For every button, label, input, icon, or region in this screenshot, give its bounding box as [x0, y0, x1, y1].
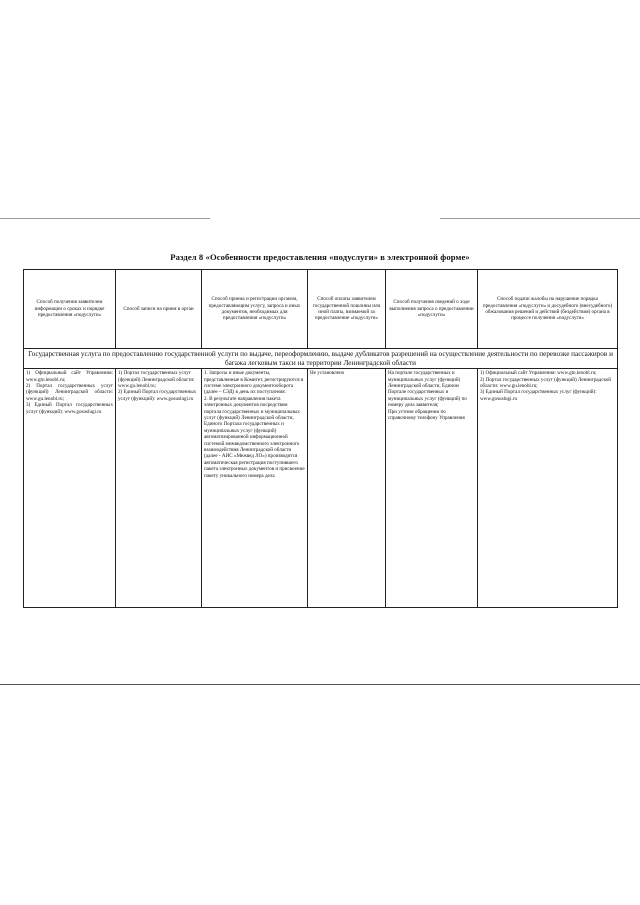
- list-item: 1) Официальный сайт Управления: www.gtn.lenobl.ru;: [26, 370, 113, 383]
- list-item: 2. В результате направления пакета электронных документов посредством портала государственных и муниципальных услуг (функций) Ленинградской области, Единого Портала государственных и муниципальных услуг (функций) автоматизированной информационной системой межведомственного электронного взаимодействия Ленинградской области (далее - АИС «Межвед ЛО») производится автоматическая регистрация поступившего пакета электронных документов и присвоение пакету уникального номера дела: [204, 395, 305, 479]
- header-row: [24, 270, 618, 349]
- list-item: Не установлено: [310, 370, 345, 377]
- list-item: 2) Портал государственных услуг (функций) Ленинградской области: www.gu.lenobl.ru;: [26, 383, 113, 402]
- services-table: [23, 269, 618, 608]
- section-title: Раздел 8 «Особенности предоставления «подуслуги» в электронной форме»: [170, 252, 470, 262]
- list-item: 1) Портал государственных услуг (функций) Ленинградской области: www.gu.lenobl.ru;: [118, 370, 195, 389]
- scan-edge-top: [0, 218, 210, 219]
- header-info-method: Способ получения заявителем информации о сроках и порядке предоставления «подуслуги»: [24, 270, 116, 349]
- list-item: 2) Единый Портал государственных услуг (функций): www.gosuslugi.ru: [118, 389, 197, 402]
- service-title-row: [24, 349, 618, 369]
- document-page: [23, 252, 617, 608]
- scan-edge-bottom: [0, 684, 640, 685]
- list-item: 1. Запросы и иные документы, представленные в Комитет, регистрируются в системе электронного документооборота (далее – СЭД) в день их поступления.: [204, 370, 304, 396]
- header-payment-method: Способ оплаты заявителем государственной пошлины или иной платы, взимаемой за предоставление «подуслуги»: [308, 270, 386, 349]
- scan-edge-top-right: [440, 218, 640, 219]
- header-appointment-method: Способ записи на прием в орган: [116, 270, 202, 349]
- cell-registration-method: [202, 369, 308, 608]
- cell-status-method: [386, 369, 478, 608]
- list-item: 3) Единый Портал государственных услуг (функций): www.gosuslugi.ru: [26, 402, 113, 415]
- list-item: 1) Официальный сайт Управления: www.gtn.lenobl.ru;: [480, 370, 597, 377]
- list-item: 3) Единый Портал государственных услуг (функций): www.gosuslugi.ru: [480, 389, 597, 402]
- header-complaint-method: Способ подачи жалобы на нарушение порядка предоставления «подуслуги» и досудебного (внесудебного) обжалования решений и действий (бездействия) органа в процессе получения «подуслуги»: [478, 270, 618, 349]
- cell-complaint-method: [478, 369, 618, 608]
- service-row: [24, 369, 618, 608]
- cell-payment-method: [308, 369, 386, 608]
- cell-appointment-method: [116, 369, 202, 608]
- header-status-method: Способ получения сведений о ходе выполнения запроса о предоставлении «подуслуги»: [386, 270, 478, 349]
- header-registration-method: Способ приема и регистрации органом, предоставляющим услугу, запроса и иных документов, необходимых для предоставления «подуслуги»: [202, 270, 308, 349]
- list-item: 2) Портал государственных услуг (функций) Ленинградской области: www.gu.lenobl.ru;: [480, 376, 612, 389]
- list-item: При устном обращении по справочному телефону Управления: [388, 408, 465, 422]
- service-title: Государственная услуга по предоставлению государственной услуги по выдаче, переоформлению, выдаче дубликатов разрешений на осуществление деятельности по перевозке пассажиров и багажа легковым такси на территории Ленинградской области: [24, 349, 618, 369]
- cell-info-method: [24, 369, 116, 608]
- list-item: На портале государственных и муниципальных услуг (функций) Ленинградской области, Едином Портале государственных и муниципальных услуг (функций) по номеру дела заявителя;: [388, 370, 467, 409]
